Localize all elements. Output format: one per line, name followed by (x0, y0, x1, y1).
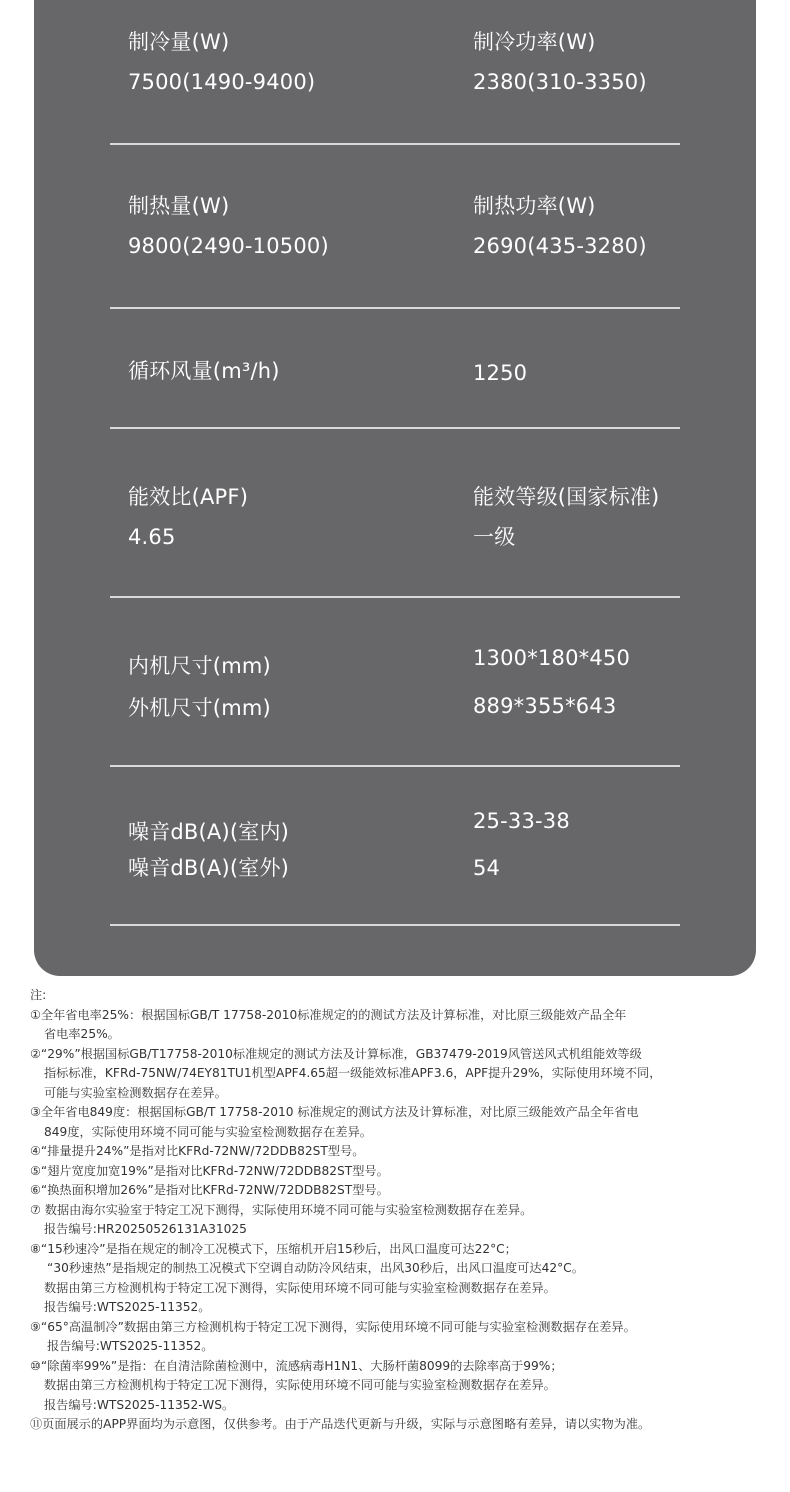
note-9: ⑨“65°高温制冷”数据由第三方检测机构于特定工况下测得，实际使用环境不同可能与实验室检测数据存在差异。 (30, 1319, 636, 1334)
divider (110, 596, 680, 598)
cool-power-label: 制冷功率(W) (473, 30, 596, 54)
grade-value: 一级 (473, 525, 516, 549)
note-7: ⑦ 数据由海尔实验室于特定工况下测得，实际使用环境不同可能与实验室检测数据存在差异。 (30, 1202, 533, 1217)
heat-capacity-label: 制热量(W) (128, 194, 230, 218)
note-4: ④“排量提升24%”是指对比KFRd-72NW/72DDB82ST型号。 (30, 1144, 365, 1158)
note-3: ③全年省电849度：根据国标GB/T 17758-2010 标准规定的测试方法及计算标准，对比原三级能效产品全年省电 (30, 1105, 639, 1119)
airflow-value: 1250 (473, 361, 528, 385)
note-1-cont: 省电率25%。 (44, 1027, 120, 1041)
outdoor-size-value: 889*355*643 (473, 694, 617, 718)
footnotes (30, 986, 780, 1435)
note-1: ①全年省电率25%：根据国标GB/T 17758-2010标准规定的的测试方法及计算标准，对比原三级能效产品全年 (30, 1007, 627, 1022)
note-2: ②“29%”根据国标GB/T17758-2010标准规定的测试方法及计算标准，GB37479-2019风管送风式机组能效等级 (30, 1046, 642, 1061)
indoor-size-label: 内机尺寸(mm) (128, 654, 271, 678)
divider (110, 765, 680, 767)
heat-capacity-value: 9800(2490-10500) (128, 234, 329, 258)
note-2-cont: 指标标准，KFRd-75NW/74EY81TU1机型APF4.65超一级能效标准APF3.6，APF提升29%，实际使用环境不同， (44, 1066, 662, 1080)
divider (110, 143, 680, 145)
apf-label: 能效比(APF) (128, 485, 249, 509)
cool-power-value: 2380(310-3350) (473, 70, 647, 94)
note-11: ⑪页面展示的APP界面均为示意图，仅供参考。由于产品迭代更新与升级，实际与示意图略有差异，请以实物为准。 (30, 1417, 651, 1431)
note-5: ⑤“翅片宽度加宽19%”是指对比KFRd-72NW/72DDB82ST型号。 (30, 1163, 389, 1178)
note-10-report: 报告编号:WTS2025-11352-WS。 (44, 1397, 235, 1412)
note-8: ⑧“15秒速冷”是指在规定的制冷工况模式下，压缩机开启15秒后，出风口温度可达22°C； (30, 1241, 517, 1256)
note-10-cont: 数据由第三方检测机构于特定工况下测得，实际使用环境不同可能与实验室检测数据存在差异。 (44, 1378, 556, 1392)
note-3-cont: 849度，实际使用环境不同可能与实验室检测数据存在差异。 (44, 1124, 372, 1139)
airflow-label: 循环风量(m³/h) (128, 359, 280, 383)
indoor-size-value: 1300*180*450 (473, 646, 631, 670)
note-7-report: 报告编号:HR20250526131A31025 (44, 1222, 247, 1236)
note-6: ⑥“换热面积增加26%”是指对比KFRd-72NW/72DDB82ST型号。 (30, 1183, 389, 1197)
outdoor-size-label: 外机尺寸(mm) (128, 696, 271, 720)
cool-capacity-label: 制冷量(W) (128, 30, 230, 54)
noise-outdoor-value: 54 (473, 856, 501, 880)
divider (110, 427, 680, 429)
note-9-report: 报告编号:WTS2025-11352。 (47, 1339, 214, 1353)
note-8-cont: 数据由第三方检测机构于特定工况下测得，实际使用环境不同可能与实验室检测数据存在差异。 (44, 1280, 556, 1295)
heat-power-value: 2690(435-3280) (473, 234, 647, 258)
divider (110, 924, 680, 926)
noise-outdoor-label: 噪音dB(A)(室外) (128, 856, 290, 880)
note-8-report: 报告编号:WTS2025-11352。 (44, 1300, 211, 1314)
note-2-cont: 可能与实验室检测数据存在差异。 (44, 1085, 227, 1100)
grade-label: 能效等级(国家标准) (473, 485, 660, 509)
note-10: ⑩“除菌率99%”是指：在自清洁除菌检测中，流感病毒H1N1、大肠杆菌8099的去除率高于99%； (30, 1358, 563, 1373)
apf-value: 4.65 (128, 525, 176, 549)
noise-indoor-value: 25-33-38 (473, 809, 570, 833)
noise-indoor-label: 噪音dB(A)(室内) (128, 820, 290, 844)
notes-heading: 注: (30, 988, 47, 1002)
note-8-cont: “30秒速热”是指规定的制热工况模式下空调自动防冷风结束，出风30秒后，出风口温度可达42°C。 (47, 1261, 584, 1275)
cool-capacity-value: 7500(1490-9400) (128, 70, 316, 94)
divider (110, 307, 680, 309)
heat-power-label: 制热功率(W) (473, 194, 596, 218)
